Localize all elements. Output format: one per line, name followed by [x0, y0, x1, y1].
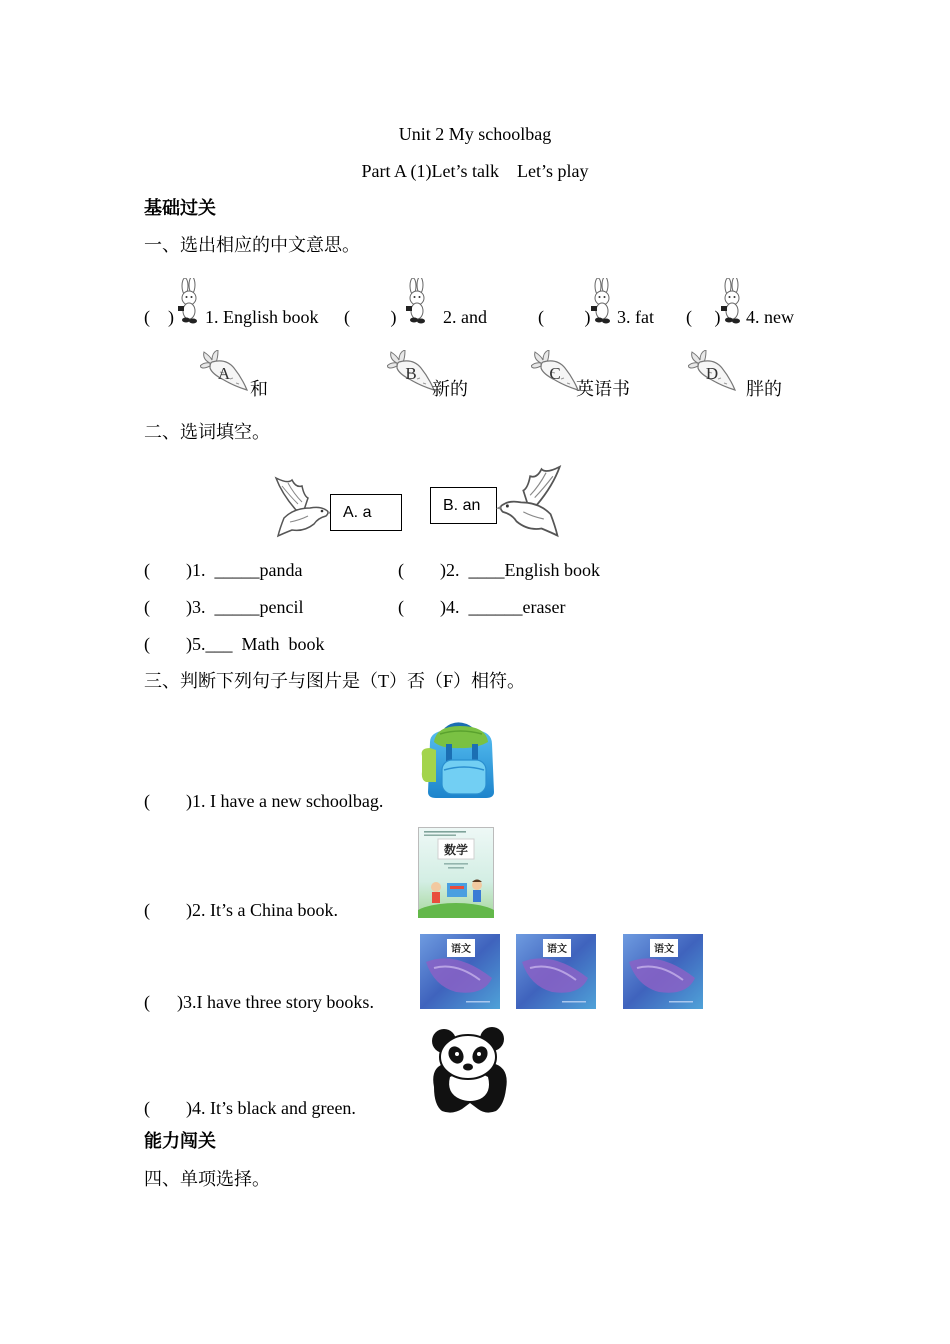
option-letter: B	[405, 364, 417, 383]
question-2-item: ( )4. ______eraser	[398, 597, 566, 617]
carrot-icon	[688, 350, 736, 392]
math-book-label: 数学	[443, 843, 469, 857]
option-letter: A	[217, 364, 231, 383]
question-1-item: 4. new	[746, 307, 794, 327]
dove-icon	[274, 474, 332, 538]
question-3-item: ( )1. I have a new schoolbag.	[144, 791, 384, 811]
panda-image	[426, 1027, 512, 1115]
schoolbag-image	[416, 720, 500, 800]
option-letter: C	[549, 364, 561, 383]
dove-icon	[496, 462, 562, 538]
question-1-item: 2. and	[443, 307, 487, 327]
question-3-item: ( )3.I have three story books.	[144, 992, 374, 1012]
question-3-title: 三、判断下列句子与图片是（T）否（F）相符。	[144, 671, 526, 691]
answer-blank: ( )	[344, 307, 397, 327]
carrot-icon	[200, 350, 248, 392]
rabbit-icon	[176, 278, 202, 324]
question-2-item: ( )3. _____pencil	[144, 597, 304, 617]
rabbit-icon	[404, 278, 430, 324]
option-text: 和	[250, 379, 268, 399]
carrot-icon	[531, 350, 579, 392]
question-3-item: ( )2. It’s a China book.	[144, 900, 338, 920]
worksheet-title: Unit 2 My schoolbag	[398, 124, 552, 144]
chinese-book-label: 语文	[654, 944, 674, 955]
math-book-image	[418, 827, 494, 918]
choice-label: A. a	[343, 504, 372, 521]
option-text: 胖的	[746, 379, 782, 399]
question-1-item: 3. fat	[617, 307, 654, 327]
option-letter: D	[705, 364, 719, 383]
carrot-icon	[387, 350, 435, 392]
choice-box-b	[430, 487, 497, 524]
chinese-book-label: 语文	[547, 944, 567, 955]
section-heading-basic: 基础过关	[144, 198, 216, 218]
question-2-item: ( )5.___ Math book	[144, 634, 325, 654]
question-4-title: 四、单项选择。	[144, 1169, 270, 1189]
worksheet-subtitle: Part A (1)Let’s talk Let’s play	[361, 161, 589, 181]
answer-blank: ( )	[538, 307, 591, 327]
chinese-book-image	[516, 934, 596, 1009]
rabbit-icon	[719, 278, 745, 324]
chinese-book-image	[623, 934, 703, 1009]
option-text: 新的	[432, 379, 468, 399]
rabbit-icon	[589, 278, 615, 324]
choice-label: B. an	[443, 497, 481, 514]
section-heading-ability: 能力闯关	[144, 1131, 216, 1151]
option-text: 英语书	[576, 379, 630, 399]
chinese-book-image	[420, 934, 500, 1009]
question-1-item: 1. English book	[205, 307, 319, 327]
question-2-item: ( )2. ____English book	[398, 560, 600, 580]
question-1-title: 一、选出相应的中文意思。	[144, 235, 360, 255]
answer-blank: ( )	[144, 307, 174, 327]
question-3-item: ( )4. It’s black and green.	[144, 1098, 356, 1118]
choice-box-a	[330, 494, 402, 531]
question-2-title: 二、选词填空。	[144, 422, 270, 442]
question-2-item: ( )1. _____panda	[144, 560, 303, 580]
answer-blank: ( )	[686, 307, 721, 327]
chinese-book-label: 语文	[451, 944, 471, 955]
